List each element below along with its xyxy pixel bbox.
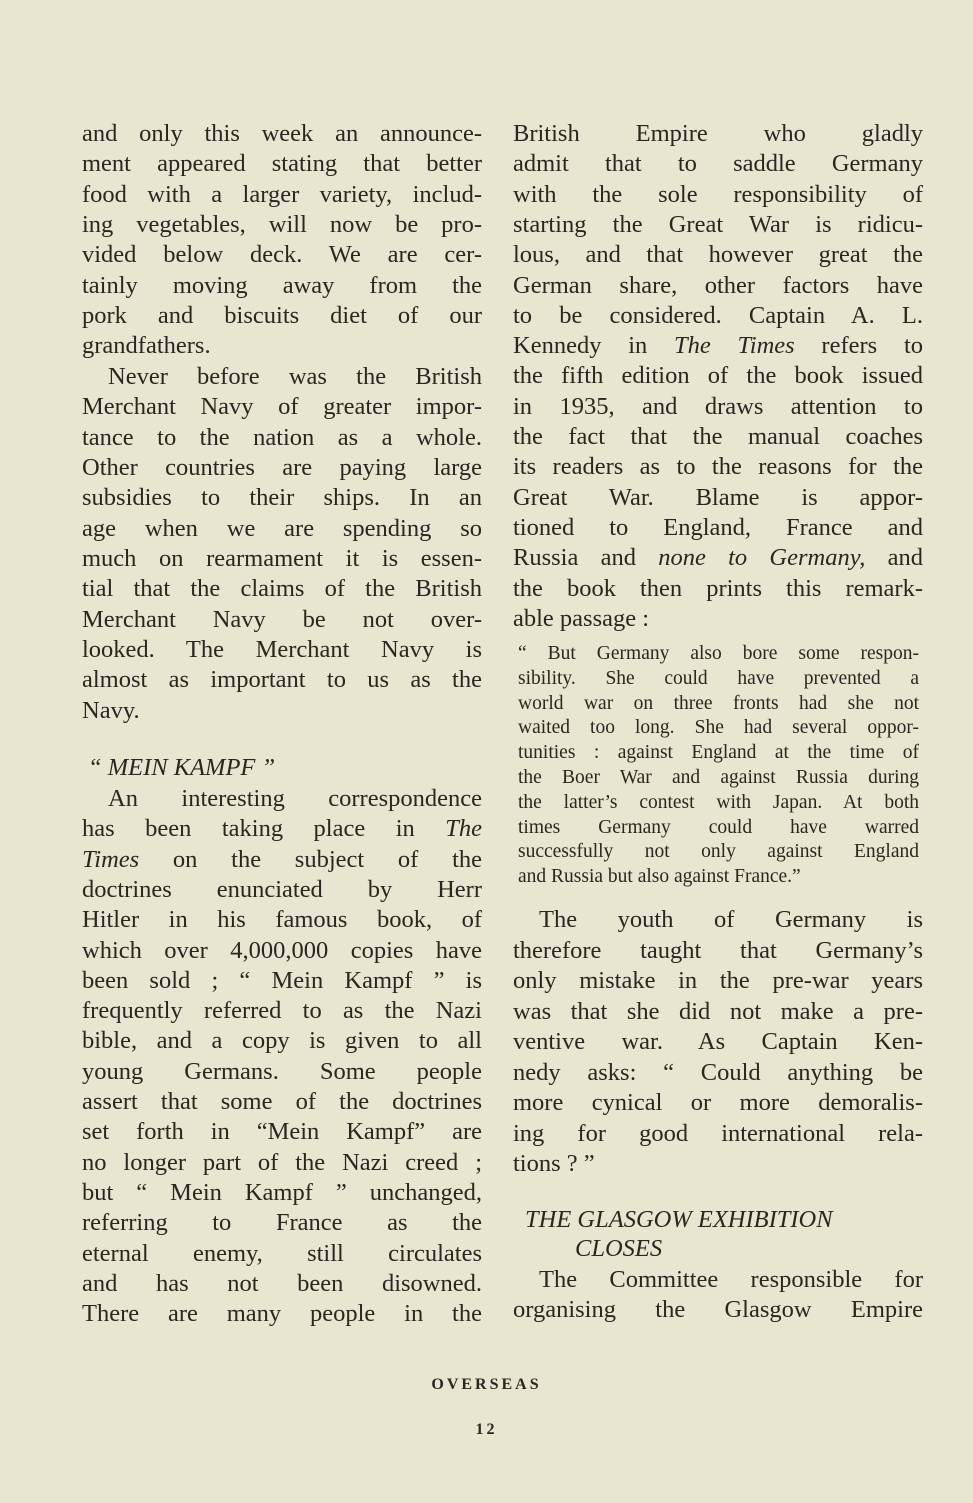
text-segment: been sold ; “ Mein Kampf ” is [82, 966, 482, 994]
text-line [82, 423, 482, 453]
text-line [82, 1178, 482, 1208]
text-segment: its readers as to the reasons for the [513, 453, 923, 481]
text-segment: food with a larger variety, includ- [82, 180, 482, 208]
text-line [82, 574, 482, 604]
text-line [82, 784, 482, 814]
text-segment: tainly moving away from the [82, 271, 482, 299]
text-segment: organising the Glasgow Empire [513, 1296, 923, 1324]
text-segment: subsidies to their ships. In an [82, 484, 482, 512]
text-segment: Great War. Blame is appor- [513, 483, 923, 511]
text-line [82, 814, 482, 844]
text-line [518, 864, 919, 889]
text-segment: ing for good international rela- [513, 1119, 923, 1147]
text-line [513, 936, 923, 966]
italic-text: Times [82, 845, 140, 873]
text-segment: lous, and that however great the [513, 241, 923, 269]
text-line [513, 1027, 923, 1057]
text-line [82, 996, 482, 1026]
text-segment: assert that some of the doctrines [82, 1088, 482, 1115]
text-line [82, 453, 482, 483]
text-line [513, 574, 923, 604]
text-line [82, 966, 482, 996]
text-line [513, 452, 923, 482]
text-segment: sibility. She could have prevented a [518, 667, 919, 689]
text-line [82, 1057, 482, 1087]
text-segment: starting the Great War is ridicu- [513, 210, 923, 238]
text-segment: only mistake in the pre-war years [513, 967, 923, 994]
text-segment: vided below deck. We are cer- [82, 241, 482, 269]
text-line [513, 180, 923, 210]
text-segment: referring to France as the [82, 1209, 482, 1237]
text-segment: able passage : [513, 604, 650, 632]
text-segment: the Boer War and against Russia during [518, 767, 919, 788]
text-segment: Navy. [82, 696, 140, 724]
text-line [82, 875, 482, 905]
text-line [82, 905, 482, 935]
text-line [513, 301, 923, 331]
text-segment: British Empire who gladly [513, 120, 923, 147]
text-segment: Russia and [513, 544, 659, 572]
text-line [513, 905, 923, 935]
text-segment: ventive war. As Captain Ken- [513, 1028, 923, 1055]
text-segment: the fifth edition of the book issued [513, 362, 923, 390]
text-segment: has been taking place in [82, 815, 446, 843]
text-line [513, 1265, 923, 1295]
text-line [82, 635, 482, 665]
section-heading-glasgow-line2: CLOSES [575, 1235, 663, 1262]
italic-text: The Times [674, 332, 795, 360]
text-line [513, 483, 923, 513]
text-line [513, 513, 923, 543]
text-line [513, 1295, 923, 1325]
text-segment: Other countries are paying large [82, 453, 482, 481]
text-line [82, 605, 482, 635]
text-segment: no longer part of the Nazi creed ; [82, 1148, 482, 1176]
text-segment: more cynical or more demoralis- [513, 1089, 923, 1116]
text-line [82, 483, 482, 513]
text-segment: almost as important to us as the [82, 666, 482, 694]
text-line [518, 691, 919, 716]
text-line [513, 361, 923, 391]
text-segment: set forth in “Mein Kampf” are [82, 1118, 482, 1146]
text-segment: the latter’s contest with Japan. At both [518, 791, 919, 813]
text-segment: times Germany could have warred [518, 816, 919, 838]
text-line [518, 839, 919, 864]
text-line [82, 1299, 482, 1329]
text-line [513, 604, 923, 634]
text-segment: tunities : against England at the time of [518, 742, 919, 764]
text-segment: There are many people in the [82, 1300, 482, 1328]
text-segment: and only this week an announce- [82, 120, 482, 147]
publication-name: OVERSEAS [431, 1376, 542, 1393]
text-segment: The Committee responsible for [539, 1266, 923, 1293]
text-line [513, 997, 923, 1027]
text-line [513, 392, 923, 422]
text-line [82, 1148, 482, 1178]
text-line [518, 815, 919, 840]
text-line [518, 666, 919, 691]
text-line [82, 362, 482, 392]
text-line [82, 1239, 482, 1269]
text-segment: with the sole responsibility of [513, 180, 923, 208]
text-segment: which over 4,000,000 copies have [82, 936, 482, 964]
text-segment: ment appeared stating that better [82, 150, 482, 178]
text-line [82, 1269, 482, 1299]
text-segment: ing vegetables, will now be pro- [82, 211, 482, 239]
text-segment: German share, other factors have [513, 271, 923, 299]
text-segment: Merchant Navy of greater impor- [82, 393, 482, 421]
text-line [82, 1208, 482, 1238]
text-segment: frequently referred to as the Nazi [82, 997, 482, 1025]
text-segment: successfully not only against England [518, 841, 919, 863]
text-line [513, 543, 923, 573]
text-line [82, 331, 482, 361]
text-line [513, 331, 923, 361]
text-segment: therefore taught that Germany’s [513, 936, 923, 964]
text-segment: tial that the claims of the British [82, 575, 482, 603]
text-line [82, 845, 482, 875]
text-segment: looked. The Merchant Navy is [82, 635, 482, 663]
italic-text: The [445, 815, 482, 843]
text-line [513, 149, 923, 179]
text-segment: Kennedy in [513, 332, 674, 360]
text-segment: doctrines enunciated by Herr [82, 875, 482, 903]
text-segment: and Russia but also against France.” [518, 866, 801, 888]
right-column [513, 0, 923, 1503]
text-segment: An interesting correspondence [108, 785, 482, 812]
text-line [82, 665, 482, 695]
text-segment: eternal enemy, still circulates [82, 1239, 482, 1267]
text-line [82, 1026, 482, 1056]
text-segment: “ But Germany also bore some respon- [518, 643, 919, 664]
section-heading-mein-kampf: “ MEIN KAMPF ” [88, 754, 276, 781]
text-segment: tioned to England, France and [513, 513, 923, 541]
text-line [82, 240, 482, 270]
text-segment: in 1935, and draws attention to [513, 392, 923, 420]
section-heading-glasgow-line1: THE GLASGOW EXHIBITION [525, 1206, 833, 1233]
text-line [513, 271, 923, 301]
text-segment: but “ Mein Kampf ” unchanged, [82, 1178, 482, 1206]
page-number: 12 [475, 1421, 498, 1438]
text-segment: admit that to saddle Germany [513, 150, 923, 178]
text-line [82, 149, 482, 179]
text-segment: Never before was the British [108, 362, 482, 390]
text-segment: waited too long. She had several oppor- [518, 717, 919, 739]
text-segment: bible, and a copy is given to all [82, 1027, 482, 1055]
text-line [513, 1119, 923, 1149]
text-line [513, 119, 923, 149]
text-line [513, 422, 923, 452]
text-segment: the book then prints this remark- [513, 574, 923, 602]
text-line [513, 1088, 923, 1118]
text-segment: the fact that the manual coaches [513, 423, 923, 450]
text-segment: Merchant Navy be not over- [82, 605, 482, 633]
text-segment: and has not been disowned. [82, 1269, 482, 1297]
text-segment: world war on three fronts had she not [518, 692, 919, 714]
text-line [82, 271, 482, 301]
text-line [82, 696, 482, 726]
text-segment: was that she did not make a pre- [513, 997, 923, 1025]
text-segment: nedy asks: “ Could anything be [513, 1058, 923, 1086]
text-line [513, 210, 923, 240]
text-line [82, 210, 482, 240]
text-segment: Hitler in his famous book, of [82, 906, 482, 934]
text-segment: pork and biscuits diet of our [82, 302, 482, 330]
text-segment: refers to [794, 332, 923, 360]
italic-text: none to Germany, [658, 544, 866, 572]
text-line [82, 180, 482, 210]
text-line [82, 936, 482, 966]
text-line [518, 715, 919, 740]
text-segment: young Germans. Some people [82, 1057, 482, 1085]
text-segment: much on rearmament it is essen- [82, 544, 482, 572]
text-segment: to be considered. Captain A. L. [513, 301, 923, 329]
text-line [513, 966, 923, 996]
text-line [513, 240, 923, 270]
left-column [82, 0, 482, 1503]
text-segment: tance to the nation as a whole. [82, 423, 482, 451]
text-line [513, 1058, 923, 1088]
text-line [82, 544, 482, 574]
text-segment: and [865, 544, 924, 572]
text-segment: tions ? ” [513, 1150, 595, 1177]
text-line [82, 392, 482, 422]
text-line [82, 1117, 482, 1147]
text-line [513, 1149, 923, 1179]
text-line [518, 790, 919, 815]
text-line [82, 301, 482, 331]
text-segment: grandfathers. [82, 332, 211, 360]
text-segment: on the subject of the [139, 845, 482, 873]
text-line [82, 119, 482, 149]
text-line [82, 514, 482, 544]
text-segment: The youth of Germany is [539, 906, 923, 933]
text-line [518, 641, 919, 666]
text-line [518, 765, 919, 790]
text-segment: age when we are spending so [82, 514, 482, 542]
text-line [518, 740, 919, 765]
text-line [82, 1087, 482, 1117]
